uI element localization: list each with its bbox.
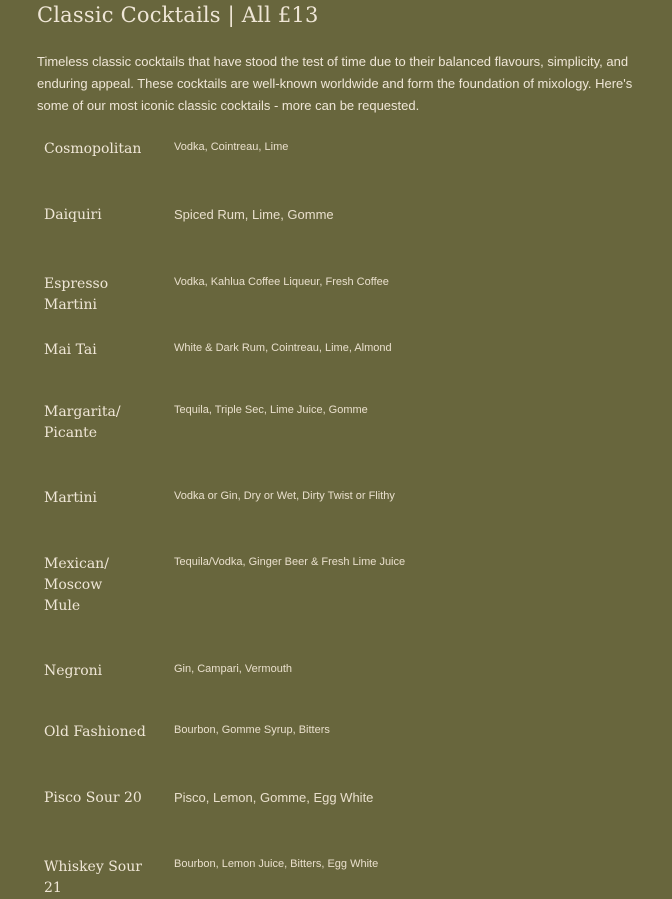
page-title: Classic Cocktails | All £13 (37, 3, 319, 27)
cocktail-name: Espresso Martini (44, 276, 109, 313)
cocktail-name: Whiskey Sour 21 (44, 859, 142, 896)
cocktail-name: Cosmopolitan (44, 141, 142, 157)
cocktail-ingredients: White & Dark Rum, Cointreau, Lime, Almond (174, 342, 392, 354)
cocktail-name: Pisco Sour 20 (44, 790, 142, 806)
cocktail-ingredients: Tequila/Vodka, Ginger Beer & Fresh Lime Juice (174, 556, 406, 568)
cocktail-ingredients: Pisco, Lemon, Gomme, Egg White (174, 790, 374, 805)
cocktail-ingredients: Bourbon, Gomme Syrup, Bitters (174, 724, 330, 736)
cocktail-name: Margarita/ Picante (44, 404, 121, 441)
cocktail-ingredients: Gin, Campari, Vermouth (174, 663, 292, 675)
cocktail-name: Mexican/ Moscow Mule (44, 556, 109, 614)
cocktail-ingredients: Vodka, Cointreau, Lime (174, 141, 289, 153)
cocktail-name: Martini (44, 490, 97, 506)
cocktail-name: Daiquiri (44, 207, 102, 223)
intro-paragraph: Timeless classic cocktails that have stood the test of time due to their balanced flavours, simplicity, and enduring appeal. These cocktails are well-known worldwide and form the foundation of mixology. Here's some of our most iconic classic cocktails - more can be requested. (37, 54, 633, 113)
cocktail-name: Old Fashioned (44, 724, 146, 740)
cocktail-ingredients: Bourbon, Lemon Juice, Bitters, Egg White (174, 858, 379, 870)
cocktail-ingredients: Spiced Rum, Lime, Gomme (174, 207, 334, 222)
cocktail-name: Mai Tai (44, 342, 97, 358)
cocktail-ingredients: Vodka or Gin, Dry or Wet, Dirty Twist or Flithy (174, 490, 395, 502)
cocktail-ingredients: Vodka, Kahlua Coffee Liqueur, Fresh Coffee (174, 276, 389, 288)
cocktail-name: Negroni (44, 663, 103, 679)
cocktail-ingredients: Tequila, Triple Sec, Lime Juice, Gomme (174, 404, 368, 416)
